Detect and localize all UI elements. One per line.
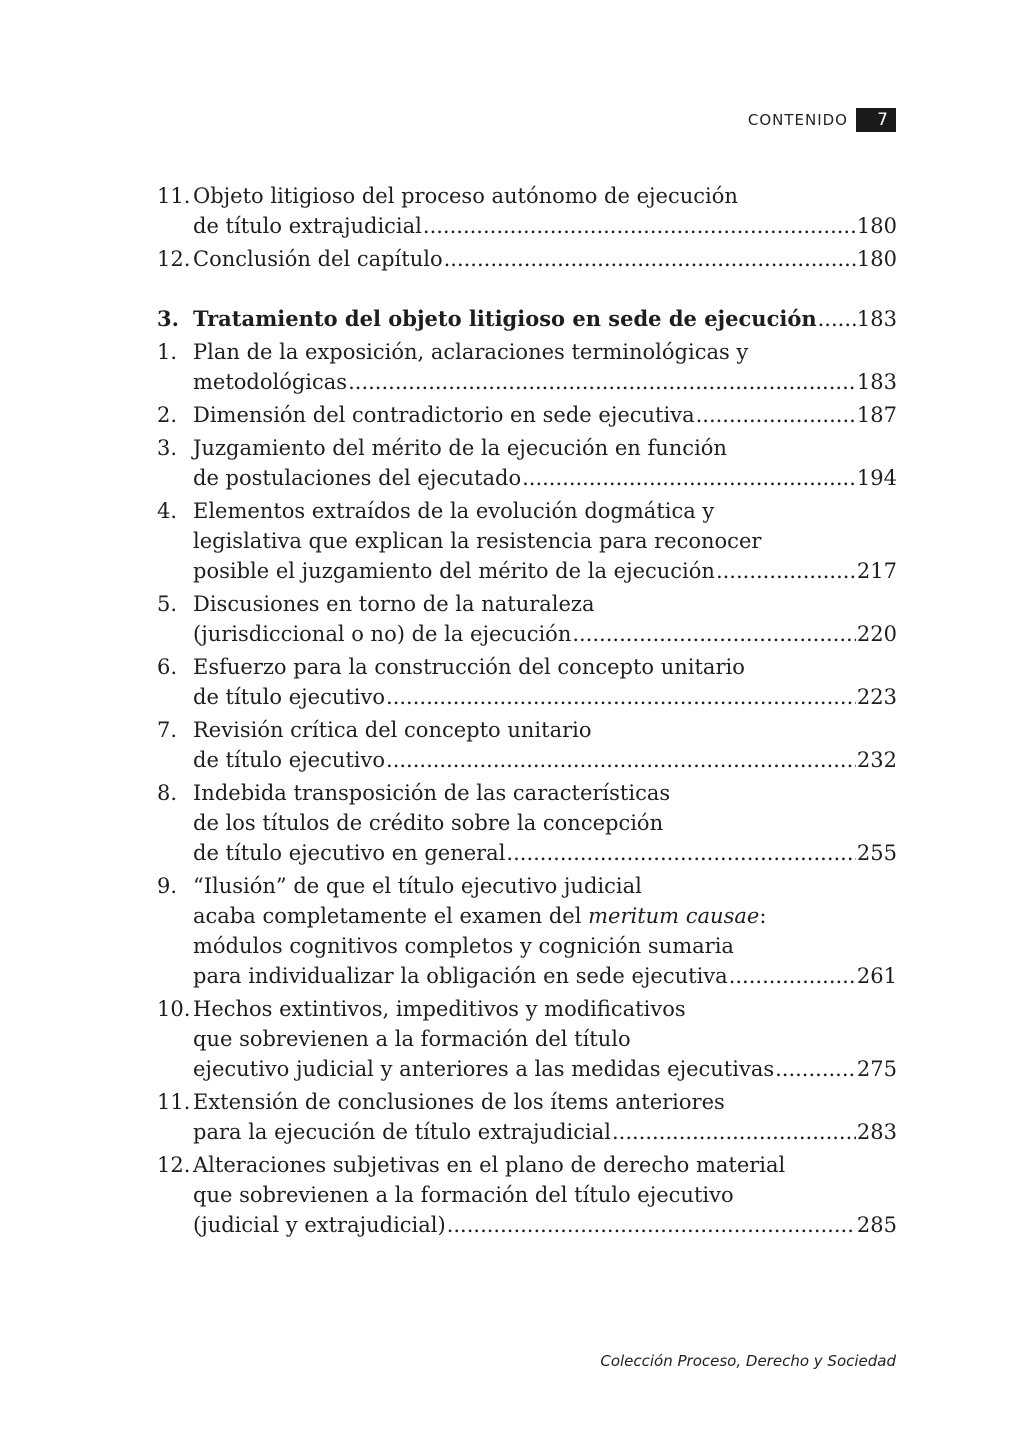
toc-entry-page: 275	[856, 1057, 897, 1081]
toc-entry-number: 5.	[157, 592, 178, 616]
latin-term: meritum causae	[588, 904, 760, 928]
running-footer: Colección Proceso, Derecho y Sociedad	[600, 1352, 896, 1370]
dot-leader	[386, 682, 856, 712]
toc-entry-text: :	[759, 904, 767, 928]
toc-entry-number: 9.	[157, 874, 178, 898]
toc-entry-text: Conclusión del capítulo	[193, 247, 443, 271]
toc-entry-text-mixed	[193, 901, 897, 931]
toc-entry-page: 283	[856, 1120, 897, 1144]
toc-entry-text: Hechos extintivos, impeditivos y modificativos	[193, 997, 686, 1021]
toc-entry-page: 285	[856, 1213, 897, 1237]
toc-entry-text: módulos cognitivos completos y cognición sumaria	[193, 934, 734, 958]
toc-entry	[157, 589, 897, 649]
toc-chapter-heading	[157, 304, 897, 334]
dot-leader	[716, 556, 856, 586]
toc-entry-page: 180	[856, 214, 897, 238]
toc-entry	[157, 871, 897, 991]
dot-leader	[612, 1117, 856, 1147]
chapter-number: 3.	[157, 306, 179, 331]
toc-entry-number: 1.	[157, 340, 178, 364]
toc-entry-text: Indebida transposición de las características	[193, 781, 671, 805]
toc-entry	[157, 715, 897, 775]
toc-entry-text: ejecutivo judicial y anteriores a las medidas ejecutivas	[193, 1057, 775, 1081]
toc-entry	[157, 1150, 897, 1240]
dot-leader	[447, 1210, 856, 1240]
toc-entry-number: 2.	[157, 403, 178, 427]
toc-entry-text: de título extrajudicial	[193, 214, 422, 238]
toc-entry-page: 255	[856, 841, 897, 865]
page-number-badge: 7	[856, 108, 896, 132]
dot-leader	[729, 961, 856, 991]
table-of-contents	[157, 181, 897, 1240]
toc-entry-number: 3.	[157, 436, 178, 460]
toc-entry-page: 223	[856, 685, 897, 709]
toc-entry-text: metodológicas	[193, 370, 348, 394]
toc-entry-text: Juzgamiento del mérito de la ejecución en función	[193, 436, 727, 460]
toc-entry-number: 11.	[157, 184, 191, 208]
toc-entry-text: que sobrevienen a la formación del título ejecutivo	[193, 1183, 734, 1207]
dot-leader	[348, 367, 856, 397]
toc-entry-page: 183	[856, 370, 897, 394]
toc-entry-text: de título ejecutivo	[193, 685, 386, 709]
toc-entry-page: 232	[856, 748, 897, 772]
toc-entry-text: acaba completamente el examen del	[193, 904, 589, 928]
running-header	[748, 108, 896, 132]
toc-entry-text: de los títulos de crédito sobre la concepción	[193, 811, 664, 835]
header-label: CONTENIDO	[747, 111, 848, 129]
toc-entry-text: de título ejecutivo en general	[193, 841, 506, 865]
toc-entry-text: legislativa que explican la resistencia para reconocer	[193, 529, 762, 553]
dot-leader	[696, 400, 856, 430]
toc-entry-text: Extensión de conclusiones de los ítems anteriores	[193, 1090, 725, 1114]
toc-entry-text: Revisión crítica del concepto unitario	[193, 718, 592, 742]
toc-entry-text: que sobrevienen a la formación del título	[193, 1027, 631, 1051]
toc-entry-text: Discusiones en torno de la naturaleza	[193, 592, 595, 616]
toc-entry-page: 261	[856, 964, 897, 988]
toc-entry	[157, 496, 897, 586]
toc-entry-text: “Ilusión” de que el título ejecutivo judicial	[193, 874, 642, 898]
toc-entry	[157, 337, 897, 397]
toc-entry	[157, 1087, 897, 1147]
toc-entry-number: 7.	[157, 718, 178, 742]
toc-entry	[157, 181, 897, 241]
toc-entry-text: Esfuerzo para la construcción del concepto unitario	[193, 655, 745, 679]
toc-entry-number: 6.	[157, 655, 178, 679]
dot-leader	[818, 304, 856, 334]
toc-entry	[157, 778, 897, 868]
toc-entry-number: 4.	[157, 499, 178, 523]
toc-entry-text: para la ejecución de título extrajudicial	[193, 1120, 611, 1144]
toc-entry-text: Elementos extraídos de la evolución dogmática y	[193, 499, 715, 523]
toc-entry	[157, 433, 897, 493]
toc-entry-page: 220	[856, 622, 897, 646]
toc-entry-page: 217	[856, 559, 897, 583]
dot-leader	[386, 745, 856, 775]
toc-entry-page: 187	[856, 403, 897, 427]
toc-entry	[157, 244, 897, 274]
toc-entry-text: de postulaciones del ejecutado	[193, 466, 522, 490]
toc-entry-page: 194	[856, 466, 897, 490]
dot-leader	[444, 244, 856, 274]
dot-leader	[522, 463, 856, 493]
toc-entry	[157, 652, 897, 712]
toc-entry-number: 8.	[157, 781, 178, 805]
dot-leader	[506, 838, 855, 868]
toc-entry-text: (judicial y extrajudicial)	[193, 1213, 446, 1237]
toc-entry-number: 11.	[157, 1090, 191, 1114]
toc-entry	[157, 994, 897, 1084]
toc-entry-text: Objeto litigioso del proceso autónomo de ejecución	[193, 184, 738, 208]
toc-entry-text: Alteraciones subjetivas en el plano de derecho material	[193, 1153, 786, 1177]
toc-entry	[157, 400, 897, 430]
toc-entry-text: Plan de la exposición, aclaraciones terminológicas y	[193, 340, 749, 364]
toc-entry-text: (jurisdiccional o no) de la ejecución	[193, 622, 572, 646]
toc-entry-number: 12.	[157, 247, 191, 271]
toc-entry-text: de título ejecutivo	[193, 748, 386, 772]
dot-leader	[775, 1054, 856, 1084]
dot-leader	[423, 211, 856, 241]
toc-entry-text: posible el juzgamiento del mérito de la ejecución	[193, 559, 715, 583]
toc-entry-text: para individualizar la obligación en sede ejecutiva	[193, 964, 728, 988]
toc-entry-number: 10.	[157, 997, 191, 1021]
chapter-page: 183	[856, 307, 897, 331]
chapter-title: Tratamiento del objeto litigioso en sede de ejecución	[193, 306, 817, 331]
toc-entry-text: Dimensión del contradictorio en sede ejecutiva	[193, 403, 695, 427]
dot-leader	[572, 619, 856, 649]
toc-entry-page: 180	[856, 247, 897, 271]
toc-entry-number: 12.	[157, 1153, 191, 1177]
